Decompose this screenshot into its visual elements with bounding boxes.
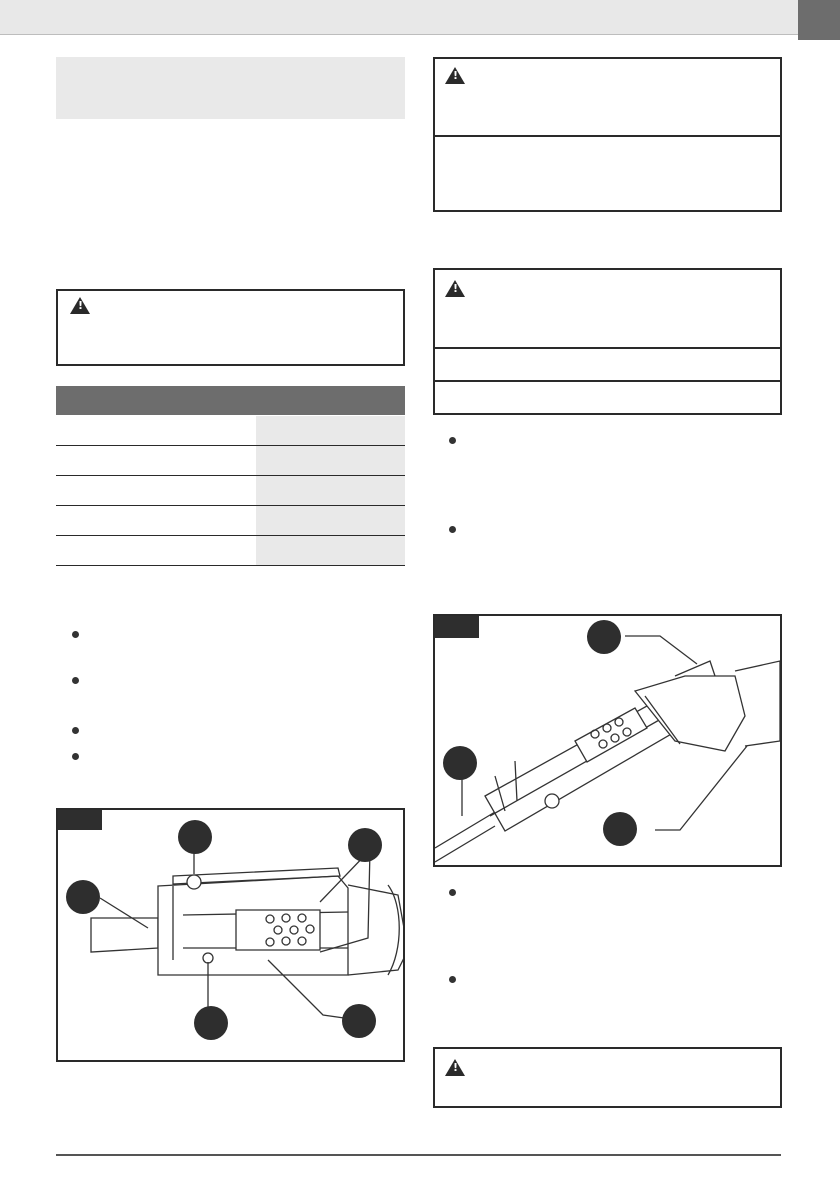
warning-box-right-middle bbox=[433, 268, 782, 415]
warning-triangle-icon: ! bbox=[445, 67, 465, 84]
table-row bbox=[56, 476, 405, 506]
table-row bbox=[56, 416, 405, 446]
table-cell-value bbox=[256, 476, 405, 505]
bullet-point bbox=[449, 526, 456, 533]
warning-divider bbox=[435, 347, 780, 349]
warning-box-right-bottom bbox=[433, 1047, 782, 1108]
callout-marker bbox=[194, 1006, 228, 1040]
section-tab bbox=[798, 0, 840, 40]
callout-marker bbox=[603, 812, 637, 846]
table-cell-value bbox=[256, 506, 405, 535]
callout-marker bbox=[342, 1004, 376, 1038]
warning-divider bbox=[435, 380, 780, 382]
warning-divider bbox=[435, 135, 780, 137]
figure-right bbox=[433, 614, 782, 867]
warning-triangle-icon: ! bbox=[70, 297, 90, 314]
warning-box-right-top bbox=[433, 57, 782, 212]
bullet-point bbox=[72, 677, 79, 684]
bullet-point bbox=[449, 437, 456, 444]
table-row bbox=[56, 536, 405, 566]
warning-box-left bbox=[56, 289, 405, 366]
table-row bbox=[56, 446, 405, 476]
table-row bbox=[56, 506, 405, 536]
callout-marker bbox=[348, 828, 382, 862]
callout-marker bbox=[66, 880, 100, 914]
figure-label bbox=[435, 616, 479, 638]
figure-label bbox=[58, 810, 102, 830]
table-cell-value bbox=[256, 536, 405, 565]
section-heading-box bbox=[56, 57, 405, 119]
spec-table-header bbox=[56, 386, 405, 415]
bullet-point bbox=[72, 753, 79, 760]
callout-marker bbox=[178, 820, 212, 854]
bullet-point bbox=[449, 889, 456, 896]
bullet-point bbox=[449, 976, 456, 983]
footer-rule bbox=[56, 1154, 781, 1156]
figure-left bbox=[56, 808, 405, 1062]
callout-marker bbox=[443, 746, 477, 780]
warning-triangle-icon: ! bbox=[445, 280, 465, 297]
callout-marker bbox=[587, 620, 621, 654]
bullet-point bbox=[72, 727, 79, 734]
table-cell-value bbox=[256, 416, 405, 445]
bullet-point bbox=[72, 631, 79, 638]
header-bar bbox=[0, 0, 840, 35]
warning-triangle-icon: ! bbox=[445, 1059, 465, 1076]
table-cell-value bbox=[256, 446, 405, 475]
